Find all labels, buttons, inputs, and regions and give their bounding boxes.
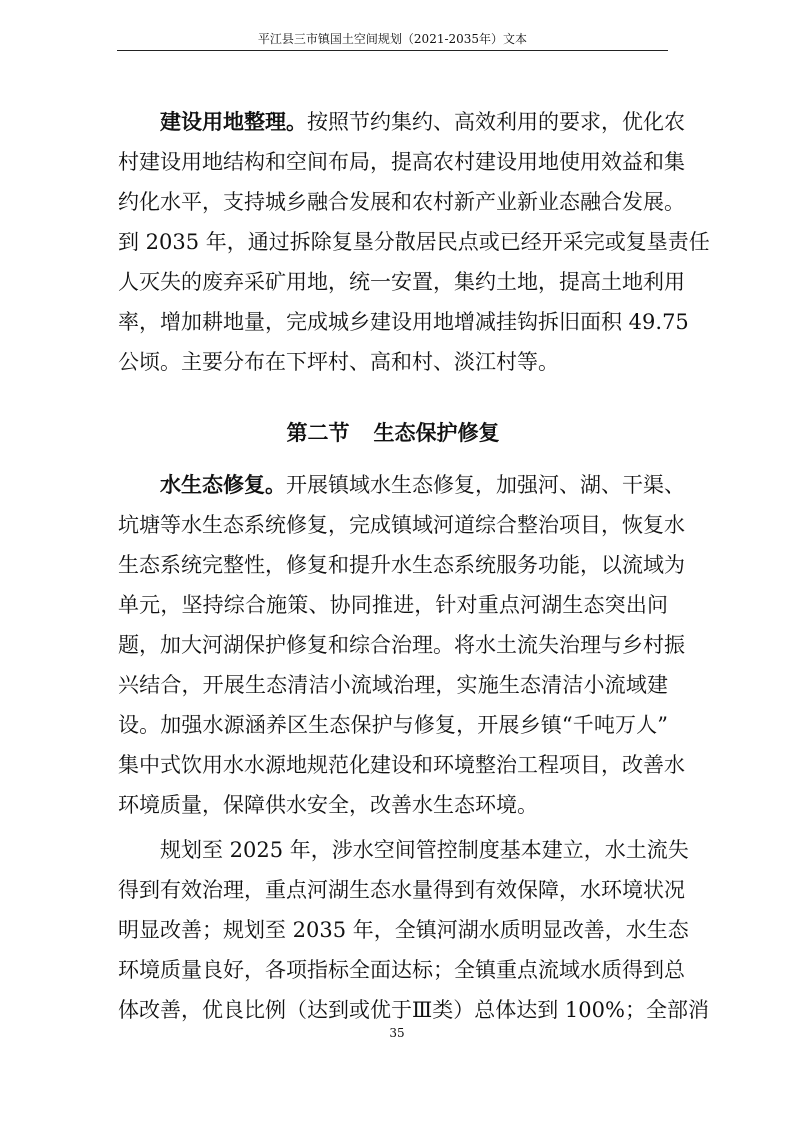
- paragraph-line: 设。加强水源涵养区生态保护与修复，开展乡镇“千吨万人”: [118, 713, 668, 737]
- line-text: 按照节约集约、高效利用的要求，优化农: [307, 110, 685, 134]
- paragraph-line: 坑塘等水生态系统修复，完成镇域河道综合整治项目，恢复水: [118, 513, 685, 537]
- paragraph-line: 题，加大河湖保护修复和综合治理。将水土流失治理与乡村振: [118, 633, 685, 657]
- paragraph-line: 体改善，优良比例（达到或优于Ⅲ类）总体达到 100%；全部消: [118, 998, 709, 1022]
- section-title: 生态保护修复: [373, 420, 500, 445]
- paragraph-lead: 建设用地整理。: [160, 109, 307, 134]
- paragraph-line: [160, 107, 685, 137]
- paragraph-line: 到 2035 年，通过拆除复垦分散居民点或已经开采完或复垦责任: [118, 230, 710, 254]
- paragraph-line: 环境质量良好，各项指标全面达标；全镇重点流域水质得到总: [118, 958, 685, 982]
- section-number: 第二节: [286, 420, 350, 445]
- section-heading: [118, 417, 668, 447]
- running-header: 平江县三市镇国土空间规划（2021-2035年）文本: [117, 30, 668, 51]
- paragraph-line: 公顷。主要分布在下坪村、高和村、淡江村等。: [118, 350, 559, 374]
- paragraph-line: 人灭失的废弃采矿用地，统一安置，集约土地，提高土地利用: [118, 270, 685, 294]
- paragraph-line: 单元，坚持综合施策、协同推进，针对重点河湖生态突出问: [118, 593, 668, 617]
- paragraph-line: 明显改善；规划至 2035 年，全镇河湖水质明显改善，水生态: [118, 918, 689, 942]
- paragraph-line: 规划至 2025 年，涉水空间管控制度基本建立，水土流失: [160, 838, 689, 862]
- paragraph-line: 兴结合，开展生态清洁小流域治理，实施生态清洁小流域建: [118, 673, 668, 697]
- page-number: 35: [389, 1026, 405, 1040]
- paragraph-line: 率，增加耕地量，完成城乡建设用地增减挂钩拆旧面积 49.75: [118, 310, 689, 334]
- paragraph-line: [160, 470, 685, 500]
- paragraph-line: 得到有效治理，重点河湖生态水量得到有效保障，水环境状况: [118, 878, 685, 902]
- paragraph-line: 集中式饮用水水源地规范化建设和环境整治工程项目，改善水: [118, 753, 685, 777]
- paragraph-lead: 水生态修复。: [160, 472, 286, 497]
- paragraph-line: 村建设用地结构和空间布局，提高农村建设用地使用效益和集: [118, 150, 685, 174]
- paragraph-line: 约化水平，支持城乡融合发展和农村新产业新业态融合发展。: [118, 190, 685, 214]
- paragraph-line: 环境质量，保障供水安全，改善水生态环境。: [118, 793, 538, 817]
- line-text: 开展镇域水生态修复，加强河、湖、干渠、: [286, 473, 685, 497]
- paragraph-line: 生态系统完整性，修复和提升水生态系统服务功能，以流域为: [118, 553, 685, 577]
